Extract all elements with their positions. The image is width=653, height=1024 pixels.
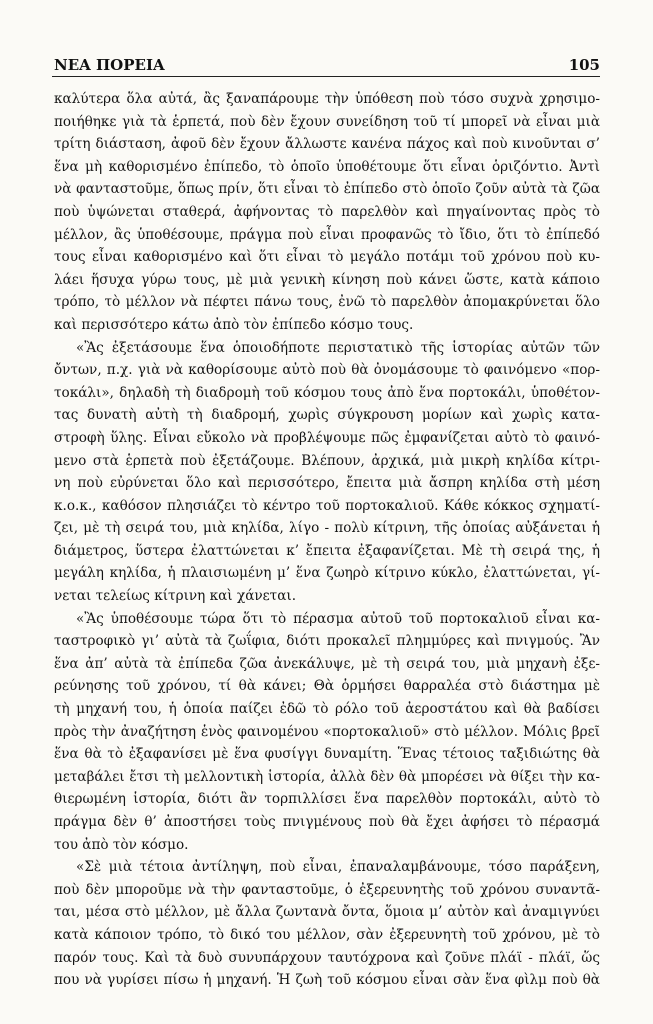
text-line: μεταβάλει ἔτσι τὴ μελλοντικὴ ἱστορία, ἀλλὰ δὲν θὰ μπορέσει νὰ θίξει τὴν κα- [54,768,600,785]
text-line: τρόπο, τὸ μέλλον νὰ πέφτει πάνω τους, ἐνῶ τὸ παρελθὸν ἀπομακρύνεται ὅλο [54,294,600,311]
text-line: τρίτη διάσταση, ἀφοῦ δὲν ἔχουν ἄλλωστε κανένα πάχος καὶ ποὺ κινοῦνται σ’ [54,136,600,153]
text-line: διάμετρος, ὕστερα ἐλαττώνεται κ’ ἔπειτα ἐξαφανίζεται. Μὲ τὴ σειρά της, ἡ [54,542,600,559]
text-line: τους εἶναι καθορισμένο καὶ ὅτι εἶναι τὸ μεγάλο ποτάμι τοῦ χρόνου ποὺ κυ- [54,249,600,266]
text-line: ποὺ ὑψώνεται σταθερά, ἀφήνοντας τὸ παρελθὸν καὶ πηγαίνοντας πρὸς τὸ [54,203,600,220]
text-line: νεται τελείως κίτρινη καὶ χάνεται. [54,588,297,605]
text-line: πρὸς τὴν ἀναζήτηση ἑνὸς φαινομένου «πορτοκαλιοῦ» στὸ μέλλον. Μόλις βρεῖ [54,723,600,740]
text-line: ἕνα ἀπ’ αὐτὰ τὰ ἐπίπεδα ζῶα ἀνεκάλυψε, μὲ τὴ σειρά του, μιὰ μηχανὴ ἐξε- [54,655,600,672]
text-line: ται, μέσα στὸ μέλλον, μὲ ἄλλα ζωντανὰ ὄντα, ὅμοια μ’ αὐτὸν καὶ ἀναμιγνύει [54,904,600,921]
text-line: στροφὴ ὕλης. Εἶναι εὔκολο νὰ προβλέψουμε πῶς ἐμφανίζεται αὐτὸ τὸ φαινό- [54,429,600,446]
text-line: ταστροφικὸ γι’ αὐτὰ τὰ ζωΐφια, διότι προκαλεῖ πλημμύρες καὶ πνιγμούς. Ἂν [54,633,600,650]
text-line: «Ἂς ὑποθέσουμε τώρα ὅτι τὸ πέρασμα αὐτοῦ τοῦ πορτοκαλιοῦ εἶναι κα- [76,610,600,627]
text-line: καλύτερα ὅλα αὐτά, ἂς ξαναπάρουμε τὴν ὑπόθεση ποὺ τόσο συχνὰ χρησιμο- [54,91,600,107]
text-line: καὶ περισσότερο κάτω ἀπὸ τὸν ἐπίπεδο κόσμο τους. [54,316,414,333]
text-line: του ἀπὸ τὸν κόσμο. [54,836,189,853]
text-line: «Σὲ μιὰ τέτοια ἀντίληψη, ποὺ εἶναι, ἐπαναλαμβάνουμε, τόσο παράξενη, [76,859,600,876]
text-line: κ.ο.κ., καθόσον πλησιάζει τὸ κέντρο τοῦ πορτοκαλιοῦ. Κάθε κόκκος σχηματί- [54,497,600,514]
text-line: ἕνα θὰ τὸ ἐξαφανίσει μὲ ἕνα φυσίγγι δυναμίτη. Ἕνας τέτοιος ταξιδιώτης θὰ [54,746,600,763]
text-line: μεγάλη κηλίδα, ἡ πλαισιωμένη μ’ ἕνα ζωηρὸ κίτρινο κύκλο, ἐλαττώνεται, γί- [54,565,600,582]
text-line: ρεύνησης τοῦ χρόνου, τί θὰ κάνει; Θὰ ὁρμήσει θαρραλέα στὸ διάστημα μὲ [54,678,600,695]
text-line: ζει, μὲ τὴ σειρά του, μιὰ κηλίδα, λίγο - πολὺ κίτρινη, τῆς ὁποίας αὐξάνεται ἡ [54,520,600,537]
text-line: θιερωμένη ἱστορία, διότι ἂν τορπιλλίσει ἕνα παρελθὸν πορτοκάλι, αὐτὸ τὸ [54,791,600,808]
text-line: πράγμα δὲν θ’ ἀποστήσει τοὺς πνιγμένους ποὺ θὰ ἔχει ἀφήσει τὸ πέρασμά [54,814,600,830]
running-header [54,52,600,74]
header-rule [52,76,600,77]
text-line: ἕνα μὴ καθορισμένο ἐπίπεδο, τὸ ὁποῖο ὑποθέτουμε ὅτι εἶναι ὁριζόντιο. Ἀντὶ [54,158,600,175]
text-line: παρόν τους. Καὶ τὰ δυὸ συνυπάρχουν ταυτόχρονα καὶ ζοῦνε πλάϊ - πλάϊ, ὥς [54,949,600,966]
text-line: ποὺ δὲν μποροῦμε νὰ τὴν φανταστοῦμε, ὁ ἐξερευνητὴς τοῦ χρόνου συναντᾶ- [54,881,600,898]
text-line: τας δυνατὴ αὐτὴ τὴ διαδρομή, χωρὶς σύγκρουση μορίων καὶ χωρὶς κατα- [54,407,600,424]
text-line: μέλλον, ἂς ὑποθέσουμε, πράγμα ποὺ εἶναι προφανῶς τὸ ἴδιο, ὅτι τὸ ἐπίπεδό [54,226,600,243]
text-line: λάει ἥσυχα γύρω τους, μὲ μιὰ γενικὴ κίνηση ποὺ κάνει ὥστε, κατὰ κάποιο [54,271,600,288]
text-line: τοκάλι», δηλαδὴ τὴ διαδρομὴ τοῦ κόσμου τους ἀπὸ ἕνα πορτοκάλι, ὑποθέτον- [54,384,600,401]
text-line: μενο στὰ ἑρπετὰ ποὺ ἐξετάζουμε. Βλέπουν, ἀρχικά, μιὰ μικρὴ κηλίδα κίτρι- [54,452,600,469]
journal-title: ΝΕΑ ΠΟΡΕΙΑ [54,56,165,74]
text-line: που νὰ γυρίσει πίσω ἡ μηχανή. Ἡ ζωὴ τοῦ κόσμου εἶναι σὰν ἕνα φὶλμ ποὺ θὰ [54,972,600,989]
text-line: τὴ μηχανή του, ἡ ὁποία παίζει ἐδῶ τὸ ρόλο τοῦ ἀεροστάτου καὶ θὰ βαδίσει [54,701,600,718]
page-number: 105 [568,56,600,74]
text-line: «Ἂς ἐξετάσουμε ἕνα ὁποιοδήποτε περιστατικὸ τῆς ἱστορίας αὐτῶν τῶν [76,339,600,356]
text-line: ποιήθηκε γιὰ τὰ ἑρπετά, ποὺ δὲν ἔχουν συνείδηση τοῦ τί μπορεῖ νὰ εἶναι μιὰ [54,113,600,130]
text-line: ὄντων, π.χ. γιὰ νὰ καθορίσουμε αὐτὸ ποὺ θὰ ὀνομάσουμε τὸ φαινόμενο «πορ- [54,362,600,379]
text-line: νὰ φανταστοῦμε, ὅπως πρίν, ὅτι εἶναι τὸ ἐπίπεδο στὸ ὁποῖο ζοῦν αὐτὰ τὰ ζῶα [54,181,600,198]
text-line: νη ποὺ εὐρύνεται ὅλο καὶ περισσότερο, ἔπειτα μιὰ ἄσπρη κηλίδα στὴ μέση [54,475,600,492]
body-text [54,88,600,992]
text-line: κατὰ κάποιον τρόπο, τὸ δικό του μέλλον, σὰν ἐξερευνητὴ τοῦ χρόνου, μὲ τὸ [54,926,600,943]
